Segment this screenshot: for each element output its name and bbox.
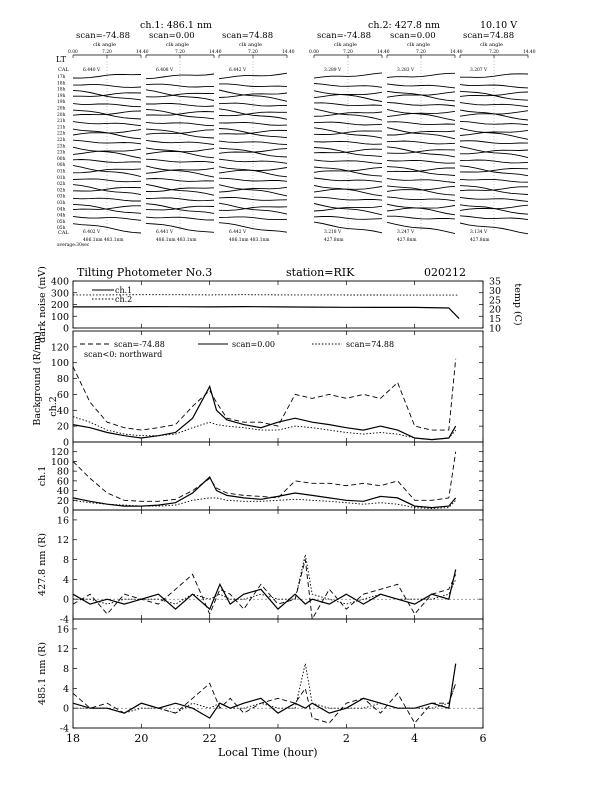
chart-panel (37, 619, 483, 735)
scan-trace (219, 185, 287, 196)
legend-label: ch.2 (115, 295, 133, 304)
time-series-panels (32, 266, 523, 745)
chart-panel (37, 442, 483, 517)
top-voltage: 3.283 V (397, 68, 415, 73)
y-tick-label: 40 (56, 405, 69, 417)
legend-label: ch.1 (115, 286, 133, 295)
scan-trace (219, 217, 287, 220)
y-tick-label: 0 (62, 437, 69, 449)
cal-label-top: CAL (58, 67, 69, 73)
scan-trace (73, 165, 141, 176)
top-voltage: 3.207 V (470, 68, 488, 73)
clk-angle-label: clk angle (407, 42, 430, 48)
y-tick-label: 100 (50, 311, 69, 323)
panel-frame (73, 442, 483, 510)
date-label: 020212 (424, 266, 466, 279)
average-label: average:30sec (57, 243, 90, 248)
legend-label: scan=0.00 (232, 340, 276, 349)
lt-row-labels (57, 75, 66, 231)
lt-row-label: 21h (57, 119, 66, 125)
scan-angle-label: scan=-74.88 (76, 31, 130, 41)
lt-row-label: 01h (57, 169, 66, 175)
y-right-tick-label: 30 (489, 285, 502, 297)
scan-trace (219, 198, 287, 201)
y-tick-label: 4 (62, 683, 69, 695)
lt-row-label: 02h (57, 188, 66, 194)
lt-row-label: 01h (57, 175, 66, 181)
top-voltage: 3.289 V (324, 68, 342, 73)
clk-tick-label: 7.20 (175, 50, 185, 55)
bottom-wavelength: 486.1nm 483.1nm (229, 238, 270, 243)
lt-row-label: 17h (57, 75, 66, 80)
scan-trace (387, 160, 455, 163)
voltage-readout: 10.10 V (480, 20, 518, 31)
y-tick-label: 12 (56, 644, 69, 656)
scan-trace (387, 122, 455, 125)
x-tick-label: 18 (66, 732, 80, 745)
lt-row-label: 23h (57, 144, 66, 150)
clk-tick-label: 7.20 (416, 50, 426, 55)
x-tick-label: 20 (134, 732, 149, 745)
clk-tick-label: 14.40 (282, 50, 295, 55)
lt-row-label: 00h (57, 163, 66, 169)
scan-trace (387, 141, 455, 144)
scan-angle-label: scan=-74.88 (317, 31, 371, 41)
scan-trace (146, 140, 214, 144)
y-right-tick-label: 35 (489, 276, 502, 288)
clk-tick-label: 14.40 (377, 50, 390, 55)
cal-label-bottom: CAL (58, 230, 69, 236)
lt-row-label: 18h (57, 81, 66, 87)
panel-frame (73, 619, 483, 728)
clk-angle-label: clk angle (166, 42, 189, 48)
series-line (73, 387, 456, 440)
x-tick-label: 2 (342, 732, 350, 745)
lt-row-label: 04h (57, 213, 66, 219)
y-tick-label: 80 (56, 374, 69, 386)
top-voltage: 6.440 V (83, 68, 101, 73)
scan-trace (73, 216, 141, 220)
scan-trace (73, 122, 141, 126)
y-right-tick-label: 25 (489, 295, 502, 307)
scan-trace (146, 217, 214, 220)
instrument-label: Tilting Photometer No.3 (77, 266, 213, 279)
y-tick-label: -4 (59, 723, 69, 735)
x-tick-label: 4 (411, 732, 419, 745)
panel-frame (73, 510, 483, 619)
series-line (73, 307, 459, 319)
lt-row-label: 21h (57, 125, 66, 131)
clk-angle-label: clk angle (334, 42, 357, 48)
legend-label: scan=-74.88 (114, 340, 165, 349)
clk-tick-label: 0.00 (68, 50, 78, 55)
lt-row-label: 02h (57, 182, 66, 188)
bottom-voltage: 3.218 V (324, 230, 342, 235)
lt-row-label: 20h (57, 106, 66, 112)
scan-trace (314, 197, 382, 200)
series-line (73, 359, 456, 430)
scan-trace (219, 73, 287, 79)
lt-row-label: 19h (57, 100, 66, 106)
scan-trace (387, 197, 455, 201)
lt-row-label: 03h (57, 201, 66, 206)
scan-trace (73, 111, 141, 115)
y-tick-label: 60 (56, 476, 69, 488)
series-line (73, 570, 456, 610)
lt-row-label: 22h (57, 131, 66, 137)
clk-tick-label: 14.40 (136, 50, 149, 55)
scan-trace (146, 104, 214, 107)
lt-row-label: 20h (57, 112, 66, 118)
bottom-wavelength: 427.8nm (397, 238, 417, 243)
lt-label: LT (56, 55, 66, 64)
y-tick-label: -4 (59, 614, 69, 626)
series-line (73, 452, 456, 502)
series-line (73, 683, 456, 723)
y-axis-title: ch.1 (37, 465, 48, 487)
ch1-title: ch.1: 486.1 nm (140, 20, 213, 31)
clk-tick-label: 14.40 (523, 50, 536, 55)
y-tick-label: 20 (56, 495, 69, 507)
scan-trace (460, 85, 528, 88)
x-axis-title: Local Time (hour) (218, 746, 318, 759)
scan-angle-label: scan=74.88 (222, 31, 274, 41)
scan-angle-label: scan=0.00 (149, 31, 195, 41)
scan-trace (219, 109, 287, 120)
lt-row-label: 18h (57, 87, 66, 93)
legend-label: scan=74.88 (346, 340, 395, 349)
clk-tick-label: 7.20 (489, 50, 499, 55)
scan-trace (387, 102, 455, 106)
y-tick-label: 40 (56, 486, 69, 498)
y-right-axis-title: temp (C) (512, 283, 523, 326)
y-tick-label: 8 (62, 555, 69, 567)
clk-angle-label: clk angle (239, 42, 262, 48)
channel-label: ch.2 (48, 396, 59, 417)
y-tick-label: 60 (56, 389, 69, 401)
clk-angle-label: clk angle (480, 42, 503, 48)
scan-angle-label: scan=74.88 (463, 31, 515, 41)
x-tick-label: 22 (202, 732, 217, 745)
clk-tick-label: 7.20 (343, 50, 353, 55)
bottom-wavelength: 486.1nm 483.1nm (83, 238, 124, 243)
ch2-title: ch.2: 427.8 nm (368, 20, 441, 31)
series-line (73, 664, 456, 714)
y-axis-title: Background (R/nm) (32, 331, 43, 426)
scan-panel-grid (58, 31, 536, 243)
x-tick-label: 6 (479, 732, 487, 745)
lt-row-label: 22h (57, 138, 66, 143)
lt-row-label: 00h (57, 156, 66, 162)
bottom-wavelength: 427.8nm (470, 238, 490, 243)
y-tick-label: 12 (56, 535, 69, 547)
clk-tick-label: 14.40 (209, 50, 222, 55)
clk-tick-label: 7.20 (248, 50, 258, 55)
scan-trace (219, 159, 287, 163)
x-tick-label: 0 (274, 732, 282, 745)
y-tick-label: 200 (50, 300, 69, 311)
series-line (73, 498, 456, 509)
scan-trace (73, 93, 141, 97)
station-label: station=RIK (286, 266, 355, 279)
bottom-voltage: 3.247 V (397, 230, 415, 235)
lt-row-label: 03h (57, 194, 66, 200)
y-right-tick-label: 20 (489, 304, 502, 316)
y-tick-label: 16 (56, 515, 69, 527)
y-axis-title: 427.8 nm (R) (37, 533, 48, 596)
lt-row-label: 23h (57, 150, 66, 156)
top-voltage: 6.408 V (156, 68, 174, 73)
top-voltage: 6.442 V (229, 68, 247, 73)
y-tick-label: 100 (50, 358, 69, 370)
y-tick-label: 120 (50, 342, 69, 354)
bottom-voltage: 6.442 V (229, 230, 247, 235)
bottom-wavelength: 427.8nm (324, 238, 344, 243)
y-tick-label: 300 (50, 288, 69, 300)
panel-frame (73, 281, 483, 328)
scan-trace (314, 149, 382, 153)
bottom-voltage: 3.134 V (470, 230, 488, 235)
y-tick-label: 0 (62, 505, 69, 517)
y-tick-label: 0 (62, 594, 69, 606)
y-tick-label: 0 (62, 703, 69, 715)
panel-note: scan<0: northward (84, 350, 163, 359)
clk-tick-label: 7.20 (102, 50, 112, 55)
lt-row-label: 05h (57, 219, 66, 225)
lt-row-label: 05h (57, 226, 66, 232)
y-right-tick-label: 10 (489, 323, 502, 335)
series-line (73, 664, 456, 719)
y-axis-title: 485.1 nm (R) (37, 642, 48, 705)
y-tick-label: 4 (62, 574, 69, 586)
bottom-voltage: 6.441 V (156, 230, 174, 235)
scan-trace (73, 206, 141, 210)
clk-tick-label: 14.40 (450, 50, 463, 55)
y-axis-title: dark noise (mV) (37, 266, 48, 343)
y-tick-label: 20 (56, 421, 69, 433)
chart-panel (32, 331, 483, 449)
lt-row-label: 04h (57, 207, 66, 213)
y-tick-label: 120 (50, 447, 69, 459)
chart-panel (37, 510, 483, 626)
bottom-voltage: 6.402 V (83, 230, 101, 235)
clk-angle-label: clk angle (93, 42, 116, 48)
series-line (73, 555, 456, 605)
y-tick-label: 400 (50, 276, 69, 288)
bottom-wavelength: 486.1nm 483.1nm (156, 238, 197, 243)
series-line (73, 560, 456, 620)
y-tick-label: 16 (56, 624, 69, 636)
lt-row-label: 19h (57, 93, 66, 99)
y-tick-label: 0 (62, 323, 69, 335)
y-tick-label: 8 (62, 664, 69, 676)
y-right-tick-label: 15 (489, 314, 502, 326)
y-tick-label: 100 (50, 456, 69, 468)
clk-tick-label: 0.00 (309, 50, 319, 55)
y-tick-label: 80 (56, 466, 69, 478)
scan-trace (387, 84, 455, 88)
scan-angle-label: scan=0.00 (390, 31, 436, 41)
